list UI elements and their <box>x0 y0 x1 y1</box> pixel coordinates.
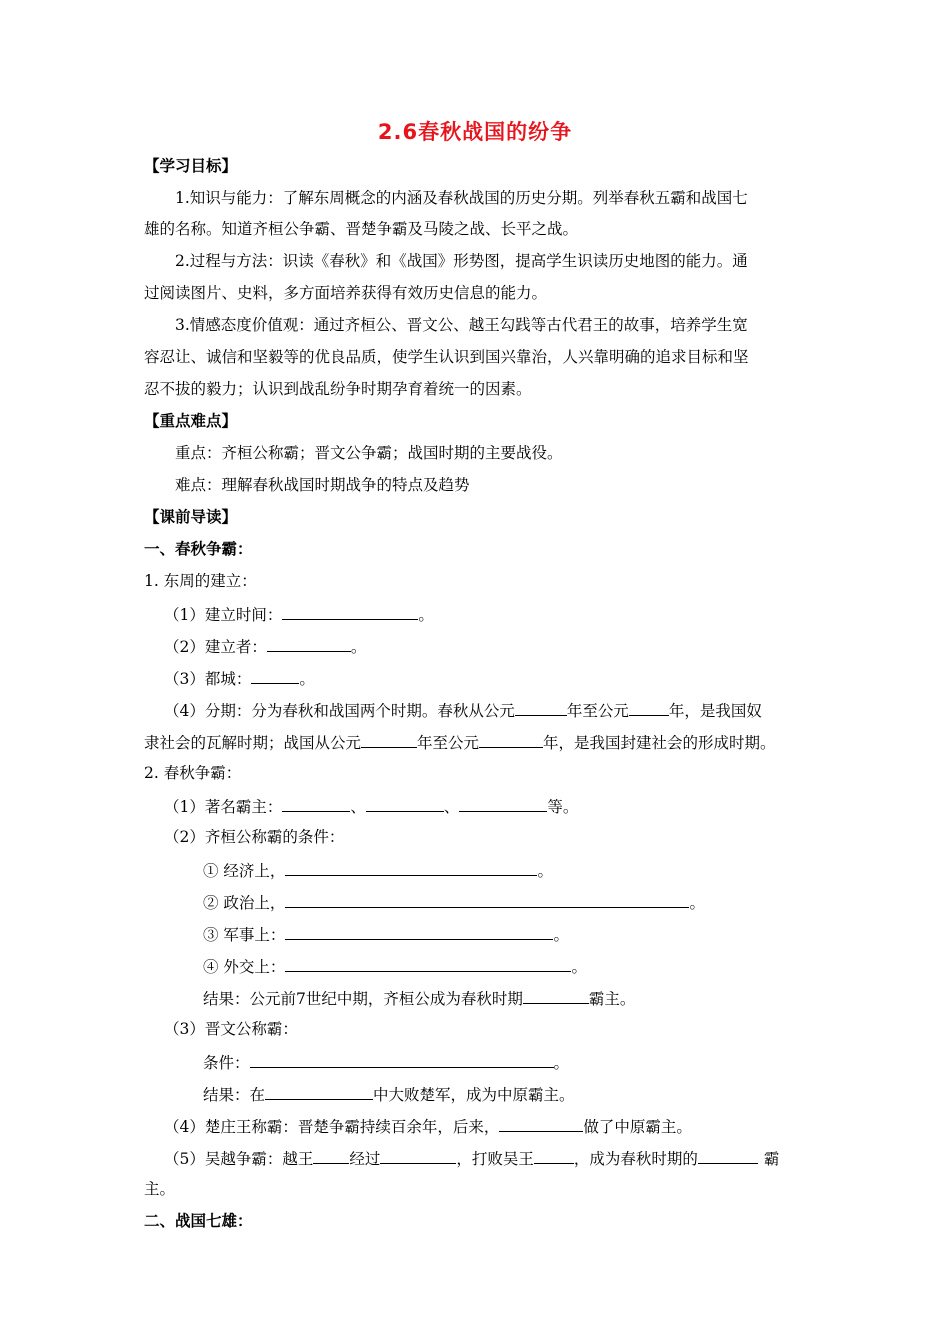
goal-2-line-2: 过阅读图片、史料，多方面培养获得有效历史信息的能力。 <box>144 284 548 302</box>
blank-hegemon-3[interactable] <box>459 795 547 812</box>
item-1-4-text-b: 年至公元 <box>566 702 629 720</box>
blank-founder[interactable] <box>267 635 351 652</box>
item-2-5-line-1 <box>164 1147 779 1169</box>
item-1-4-text-c: 年，是我国奴 <box>668 702 762 720</box>
item-1-3-label: （3）都城： <box>164 670 252 688</box>
item-2-2: （2）齐桓公称霸的条件： <box>164 828 345 846</box>
goals-heading: 【学习目标】 <box>144 157 238 175</box>
blank-spring-autumn-end[interactable] <box>629 699 669 716</box>
blank-jin-condition[interactable] <box>250 1051 554 1068</box>
item-2-1-label: （1）著名霸主： <box>164 798 283 816</box>
item-1-4-line-2 <box>144 731 776 753</box>
blank-chu-king[interactable] <box>499 1115 583 1132</box>
goal-2-line-1: 2.过程与方法：识读《春秋》和《战国》形势图，提高学生识读历史地图的能力。通 <box>175 252 748 270</box>
part-1-heading: 一、春秋争霸： <box>144 540 253 558</box>
blank-yue-rank[interactable] <box>698 1147 758 1164</box>
item-2-5-text-e: 霸 <box>763 1150 780 1168</box>
item-2: 2. 春秋争霸： <box>144 764 242 782</box>
item-1-1 <box>164 603 434 625</box>
condition-diplomacy <box>203 955 587 977</box>
item-2-4-text-b: 做了中原霸主。 <box>583 1118 692 1136</box>
goal-3-line-1: 3.情感态度价值观：通过齐桓公、晋文公、越王勾践等古代君王的故事，培养学生宽 <box>175 316 748 334</box>
jin-result-text-a: 结果：在 <box>203 1086 266 1104</box>
blank-politics[interactable] <box>285 891 689 908</box>
etc-mark: 等。 <box>547 798 579 816</box>
item-2-5-text-c: ，打败吴王 <box>456 1150 534 1168</box>
blank-yue-king[interactable] <box>313 1147 349 1164</box>
separator: 、 <box>350 798 366 816</box>
period-mark: 。 <box>571 958 587 976</box>
jin-result-text-b: 中大败楚军，成为中原霸主。 <box>373 1086 575 1104</box>
item-1-4-text-a: （4）分期：分为春秋和战国两个时期。春秋从公元 <box>164 702 515 720</box>
qi-result-text-b: 霸主。 <box>588 990 636 1008</box>
item-2-5-line-2: 主。 <box>144 1180 176 1198</box>
condition-politics-label: ② 政治上， <box>203 894 286 912</box>
condition-economy <box>203 859 553 881</box>
blank-diplomacy[interactable] <box>285 955 571 972</box>
jin-result <box>203 1083 575 1105</box>
item-1-3 <box>164 667 315 689</box>
blank-yue-process[interactable] <box>380 1147 456 1164</box>
item-2-4 <box>164 1115 692 1137</box>
page-title: 2.6春秋战国的纷争 <box>377 120 573 144</box>
blank-economy[interactable] <box>285 859 537 876</box>
blank-capital[interactable] <box>251 667 299 684</box>
qi-result-text-a: 结果：公元前7世纪中期，齐桓公成为春秋时期 <box>203 990 523 1008</box>
blank-jin-battle[interactable] <box>265 1083 373 1100</box>
item-1-2 <box>164 635 366 657</box>
item-2-5-text-b: 经过 <box>349 1150 381 1168</box>
jin-condition <box>203 1051 569 1073</box>
blank-warring-end[interactable] <box>479 731 543 748</box>
blank-military[interactable] <box>285 923 553 940</box>
item-1: 1. 东周的建立： <box>144 572 257 590</box>
item-2-1 <box>164 795 578 817</box>
period-mark: 。 <box>553 1054 570 1072</box>
key-point: 重点：齐桓公称霸；晋文公争霸；战国时期的主要战役。 <box>175 444 563 462</box>
part-2-heading: 二、战国七雄： <box>144 1212 253 1230</box>
condition-politics <box>203 891 705 913</box>
item-1-2-label: （2）建立者： <box>164 638 267 656</box>
period-mark: 。 <box>418 606 434 624</box>
goal-3-line-3: 忍不拔的毅力；认识到战乱纷争时期孕育着统一的因素。 <box>144 380 532 398</box>
item-2-5-text-d: ，成为春秋时期的 <box>573 1150 698 1168</box>
key-points-heading: 【重点难点】 <box>144 412 238 430</box>
condition-diplomacy-label: ④ 外交上： <box>203 958 286 976</box>
blank-qi-result[interactable] <box>523 987 589 1004</box>
goal-1-line-2: 雄的名称。知道齐桓公争霸、晋楚争霸及马陵之战、长平之战。 <box>144 220 579 238</box>
period-mark: 。 <box>553 926 569 944</box>
qi-result <box>203 987 635 1009</box>
item-1-4-text-d: 隶社会的瓦解时期；战国从公元 <box>144 734 362 752</box>
jin-condition-label: 条件： <box>203 1054 250 1072</box>
blank-founding-time[interactable] <box>282 603 418 620</box>
blank-hegemon-1[interactable] <box>282 795 350 812</box>
goal-3-line-2: 容忍让、诚信和坚毅等的优良品质，使学生认识到国兴靠治，人兴靠明确的追求目标和坚 <box>144 348 749 366</box>
goal-1-line-1: 1.知识与能力：了解东周概念的内涵及春秋战国的历史分期。列举春秋五霸和战国七 <box>175 189 748 207</box>
item-1-4-line-1 <box>164 699 762 721</box>
item-1-1-label: （1）建立时间： <box>164 606 283 624</box>
item-1-4-text-f: 年，是我国封建社会的形成时期。 <box>543 734 776 752</box>
difficult-point: 难点：理解春秋战国时期战争的特点及趋势 <box>175 476 470 494</box>
condition-military-label: ③ 军事上： <box>203 926 286 944</box>
item-2-3: （3）晋文公称霸： <box>164 1020 298 1038</box>
blank-hegemon-2[interactable] <box>366 795 444 812</box>
separator: 、 <box>443 798 460 816</box>
period-mark: 。 <box>350 638 367 656</box>
period-mark: 。 <box>689 894 705 912</box>
item-2-4-text-a: （4）楚庄王称霸：晋楚争霸持续百余年，后来， <box>164 1118 500 1136</box>
blank-warring-start[interactable] <box>361 731 417 748</box>
preread-heading: 【课前导读】 <box>144 508 238 526</box>
period-mark: 。 <box>537 862 553 880</box>
condition-military <box>203 923 569 945</box>
item-1-4-text-e: 年至公元 <box>417 734 480 752</box>
period-mark: 。 <box>299 670 315 688</box>
item-2-5-text-a: （5）吴越争霸：越王 <box>164 1150 314 1168</box>
blank-wu-king[interactable] <box>534 1147 574 1164</box>
condition-economy-label: ① 经济上， <box>203 862 286 880</box>
blank-spring-autumn-start[interactable] <box>515 699 567 716</box>
